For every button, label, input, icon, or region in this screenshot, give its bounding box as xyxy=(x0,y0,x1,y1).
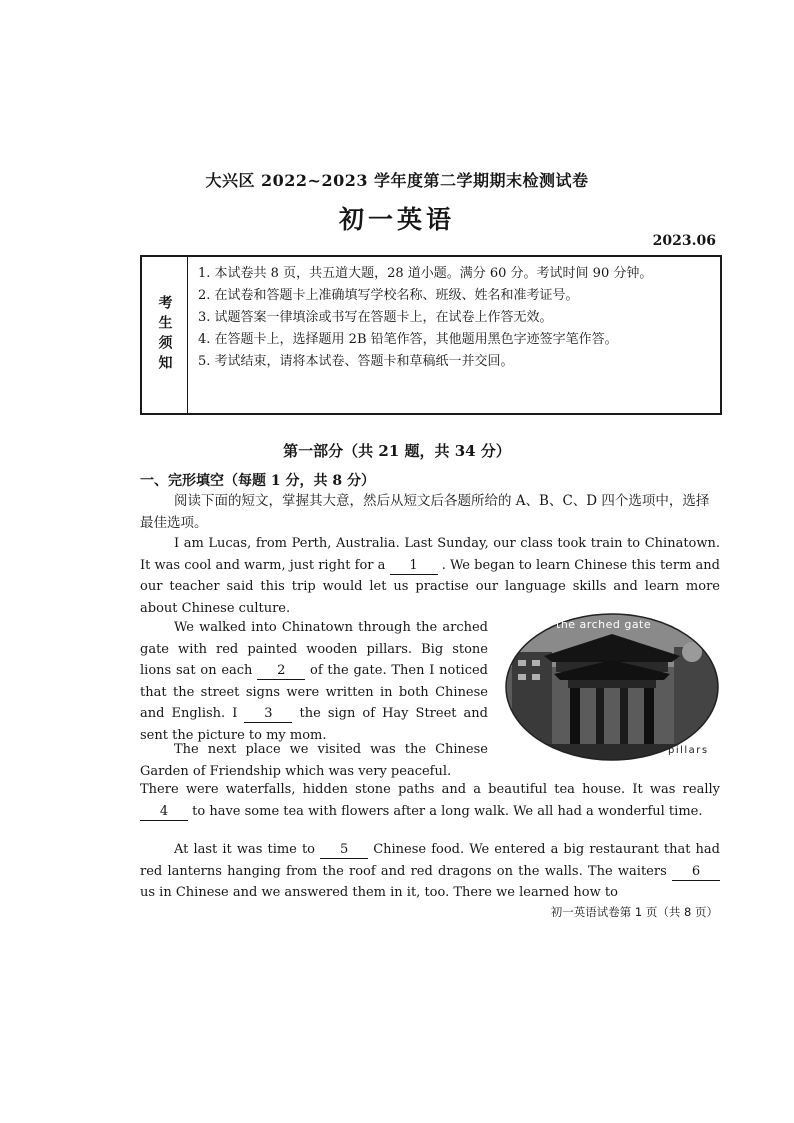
chinatown-gate-photo xyxy=(504,612,720,762)
blank-5: 5 xyxy=(320,842,368,859)
passage-text: Chinese food. We entered a big restaurant that had red lanterns hanging from the roof and red dragons on the walls. The waiters xyxy=(140,842,720,879)
exam-title: 大兴区 2022~2023 学年度第二学期期末检测试卷 xyxy=(205,171,589,190)
passage-paragraph-5 xyxy=(140,839,720,904)
chinatown-gate-illustration xyxy=(504,612,720,762)
passage-paragraph-1 xyxy=(140,533,720,619)
section-instruction: 阅读下面的短文，掌握其大意，然后从短文后各题所给的 A、B、C、D 四个选项中，选择最佳选项。 xyxy=(140,493,710,531)
photo-caption-arched-gate: the arched gate xyxy=(556,618,652,631)
notice-item: 1. 本试卷共 8 页，共五道大题，28 道小题。满分 60 分。考试时间 90 分钟。 xyxy=(198,266,653,281)
passage-paragraph-2 xyxy=(140,617,488,746)
passage-text: There were waterfalls, hidden stone paths and a beautiful tea house. It was really xyxy=(140,782,720,797)
passage-text: of the gate. Then I noticed that the street signs were written in both Chinese and English. I xyxy=(140,663,489,721)
blank-1: 1 xyxy=(390,558,438,575)
passage-text: At last it was time to xyxy=(174,842,316,857)
notice-list xyxy=(198,263,710,373)
passage-paragraph-3: The next place we visited was the Chinese Garden of Friendship which was very peaceful. xyxy=(140,742,488,779)
exam-date: 2023.06 xyxy=(652,233,716,249)
passage-text: us in Chinese and we answered them in it, too. There we learned how to xyxy=(140,885,618,900)
blank-2: 2 xyxy=(257,663,305,680)
notice-item: 4. 在答题卡上，选择题用 2B 铅笔作答，其他题用黑色字迹签字笔作答。 xyxy=(198,332,618,347)
notice-item: 2. 在试卷和答题卡上准确填写学校名称、班级、姓名和准考证号。 xyxy=(198,288,579,303)
passage-text: I am Lucas, from Perth, Australia. Last Sunday, our class took train to Chinatown. It was cool and warm, just right for a xyxy=(140,536,720,573)
passage-paragraph-4 xyxy=(140,779,720,822)
notice-label xyxy=(142,257,188,413)
part-title: 第一部分（共 21 题，共 34 分） xyxy=(283,442,511,460)
blank-3: 3 xyxy=(244,706,292,723)
notice-box xyxy=(140,255,722,415)
section-title: 一、完形填空（每题 1 分，共 8 分） xyxy=(140,473,375,489)
notice-item: 5. 考试结束，请将本试卷、答题卡和草稿纸一并交回。 xyxy=(198,354,514,369)
blank-4: 4 xyxy=(140,804,188,821)
subject-title: 初一英语 xyxy=(338,205,455,234)
notice-label-text: 考生须知 xyxy=(156,295,173,375)
passage-text: We walked into Chinatown through the arched gate with red painted wooden pillars. Big stone lions sat on each xyxy=(140,620,488,678)
passage-text: . We began to learn Chinese this term and our teacher said this trip would let us practise our language skills and learn more about Chinese culture. xyxy=(140,557,720,616)
passage-text: to have some tea with flowers after a long walk. We all had a wonderful time. xyxy=(192,803,703,819)
photo-caption-pillars: pillars xyxy=(668,745,709,756)
blank-6: 6 xyxy=(672,864,720,881)
notice-item: 3. 试题答案一律填涂或书写在答题卡上，在试卷上作答无效。 xyxy=(198,310,553,325)
passage-text: the sign of Hay Street and sent the picture to my mom. xyxy=(140,706,489,743)
page-footer: 初一英语试卷第 1 页（共 8 页） xyxy=(550,905,718,919)
